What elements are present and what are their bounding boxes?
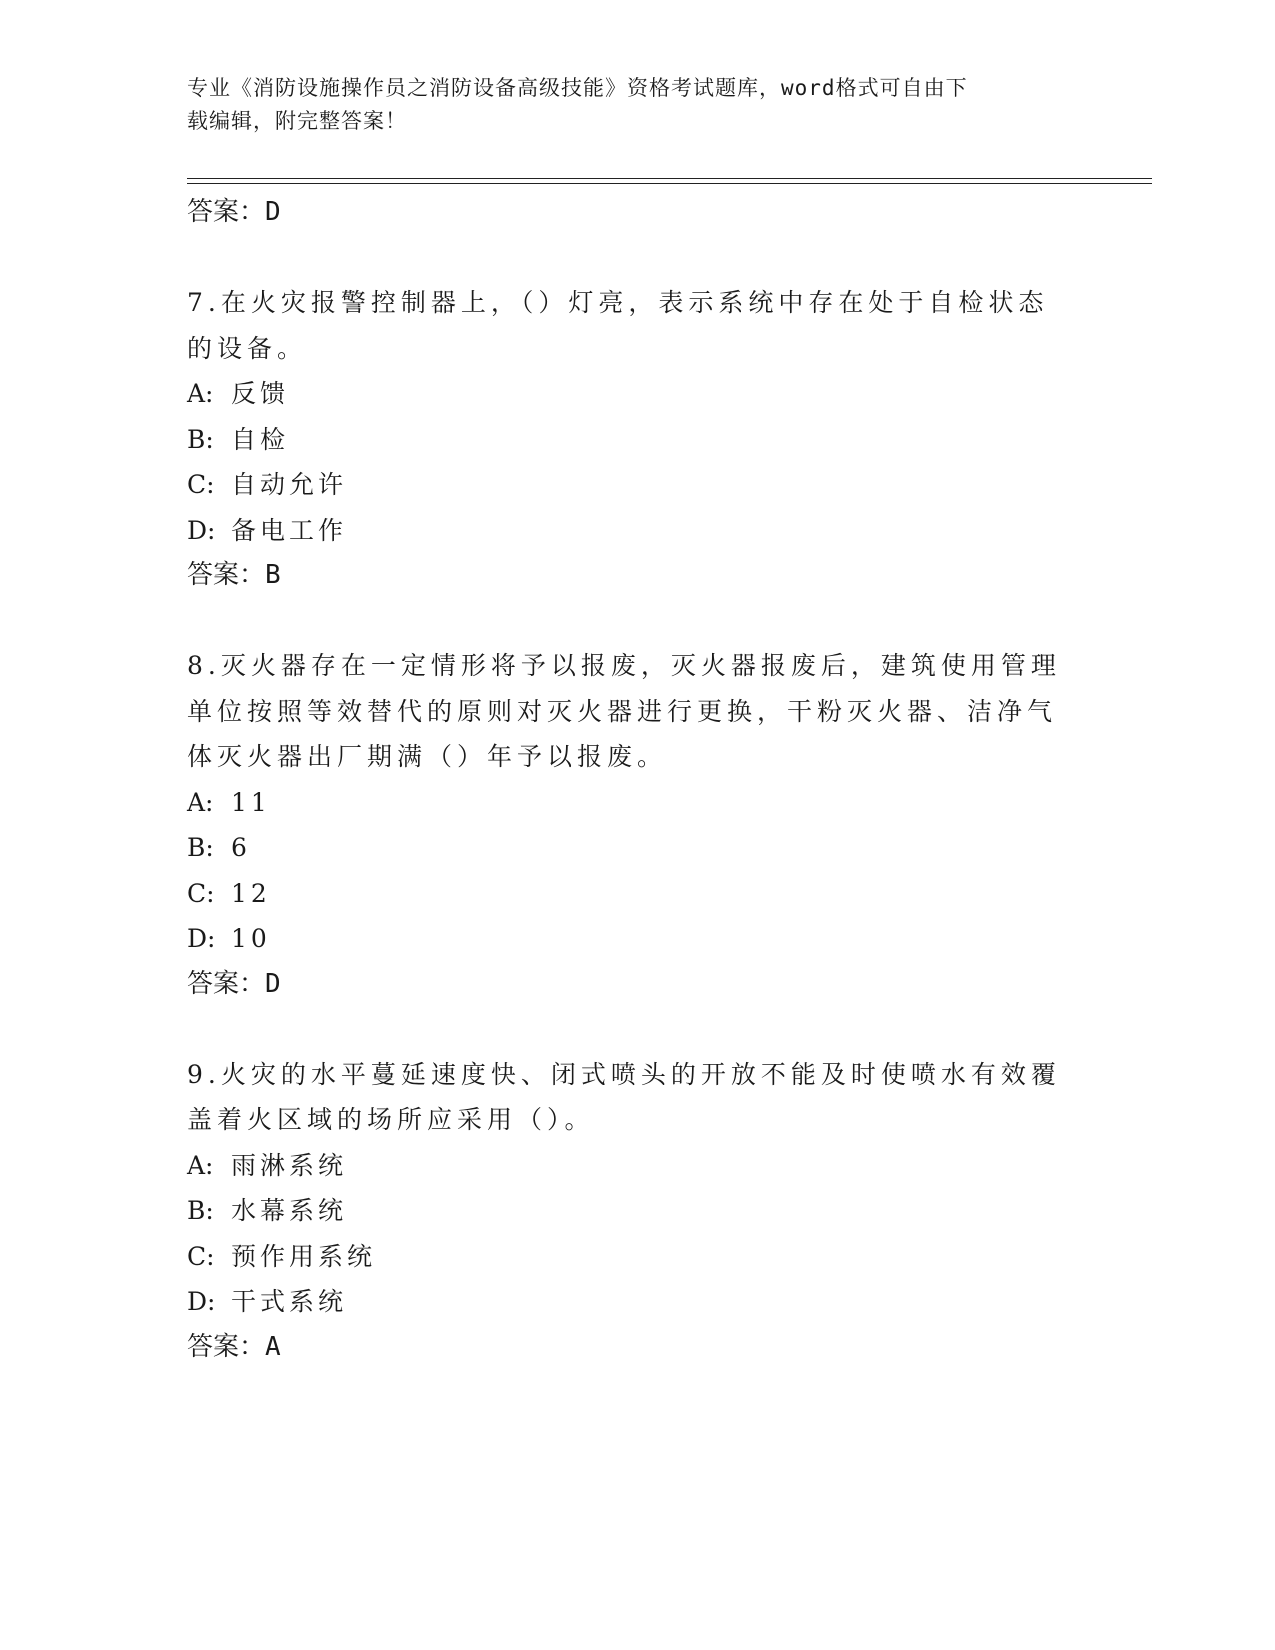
question-text: 7.在火灾报警控制器上，（）灯亮，表示系统中存在处于自检状态的设备。 xyxy=(187,288,1049,363)
option-text: 10 xyxy=(231,924,271,953)
option-a xyxy=(187,371,1067,417)
option-text: 水幕系统 xyxy=(231,1196,348,1225)
option-b xyxy=(187,825,1067,871)
option-text: 干式系统 xyxy=(231,1287,348,1316)
question-text: 9.火灾的水平蔓延速度快、闭式喷头的开放不能及时使喷水有效覆盖着火区域的场所应采用（）。 xyxy=(187,1059,1061,1134)
option-text: 雨淋系统 xyxy=(231,1150,348,1180)
answer-previous-question: 答案：D xyxy=(187,197,281,227)
option-letter: D: xyxy=(187,924,216,953)
option-letter: A: xyxy=(187,787,214,817)
header-line-1: 专业《消防设施操作员之消防设备高级技能》资格考试题库，word格式可自由下 xyxy=(187,76,968,100)
answer: 答案：D xyxy=(187,968,281,999)
question-list xyxy=(187,190,1067,1370)
question-text: 8.灭火器存在一定情形将予以报废，灭火器报废后，建筑使用管理单位按照等效替代的原则对灭火器进行更换，干粉灭火器、洁净气体灭火器出厂期满（）年予以报废。 xyxy=(187,651,1061,771)
option-b xyxy=(187,1188,1067,1234)
header-divider-top xyxy=(187,178,1152,179)
option-text: 6 xyxy=(231,833,251,862)
question-9 xyxy=(187,1052,1067,1370)
option-text: 自动允许 xyxy=(231,470,348,499)
option-d xyxy=(187,916,1067,962)
option-letter: A: xyxy=(187,379,214,408)
option-letter: B: xyxy=(187,833,214,862)
answer: 答案：A xyxy=(187,1331,281,1362)
question-8 xyxy=(187,643,1067,1007)
option-c xyxy=(187,871,1067,917)
option-text: 预作用系统 xyxy=(231,1241,377,1271)
option-text: 反馈 xyxy=(231,379,290,408)
option-c xyxy=(187,462,1067,508)
option-c xyxy=(187,1234,1067,1280)
option-d xyxy=(187,1279,1067,1325)
option-letter: A: xyxy=(187,1150,214,1180)
header-line-2: 载编辑，附完整答案！ xyxy=(187,109,407,133)
option-letter: B: xyxy=(187,1196,214,1225)
option-letter: C: xyxy=(187,878,215,908)
option-letter: B: xyxy=(187,424,214,454)
option-a xyxy=(187,1143,1067,1189)
option-letter: C: xyxy=(187,470,215,499)
option-letter: D: xyxy=(187,515,216,545)
option-a xyxy=(187,780,1067,826)
option-text: 自检 xyxy=(231,424,290,454)
option-letter: C: xyxy=(187,1241,215,1271)
page-header xyxy=(187,72,1067,138)
header-divider-bottom xyxy=(187,183,1152,184)
answer: 答案：B xyxy=(187,560,281,590)
option-d xyxy=(187,508,1067,554)
option-letter: D: xyxy=(187,1287,216,1316)
option-text: 备电工作 xyxy=(231,515,348,545)
option-text: 12 xyxy=(231,878,271,908)
option-text: 11 xyxy=(231,787,271,817)
option-b xyxy=(187,417,1067,463)
question-7 xyxy=(187,280,1067,598)
